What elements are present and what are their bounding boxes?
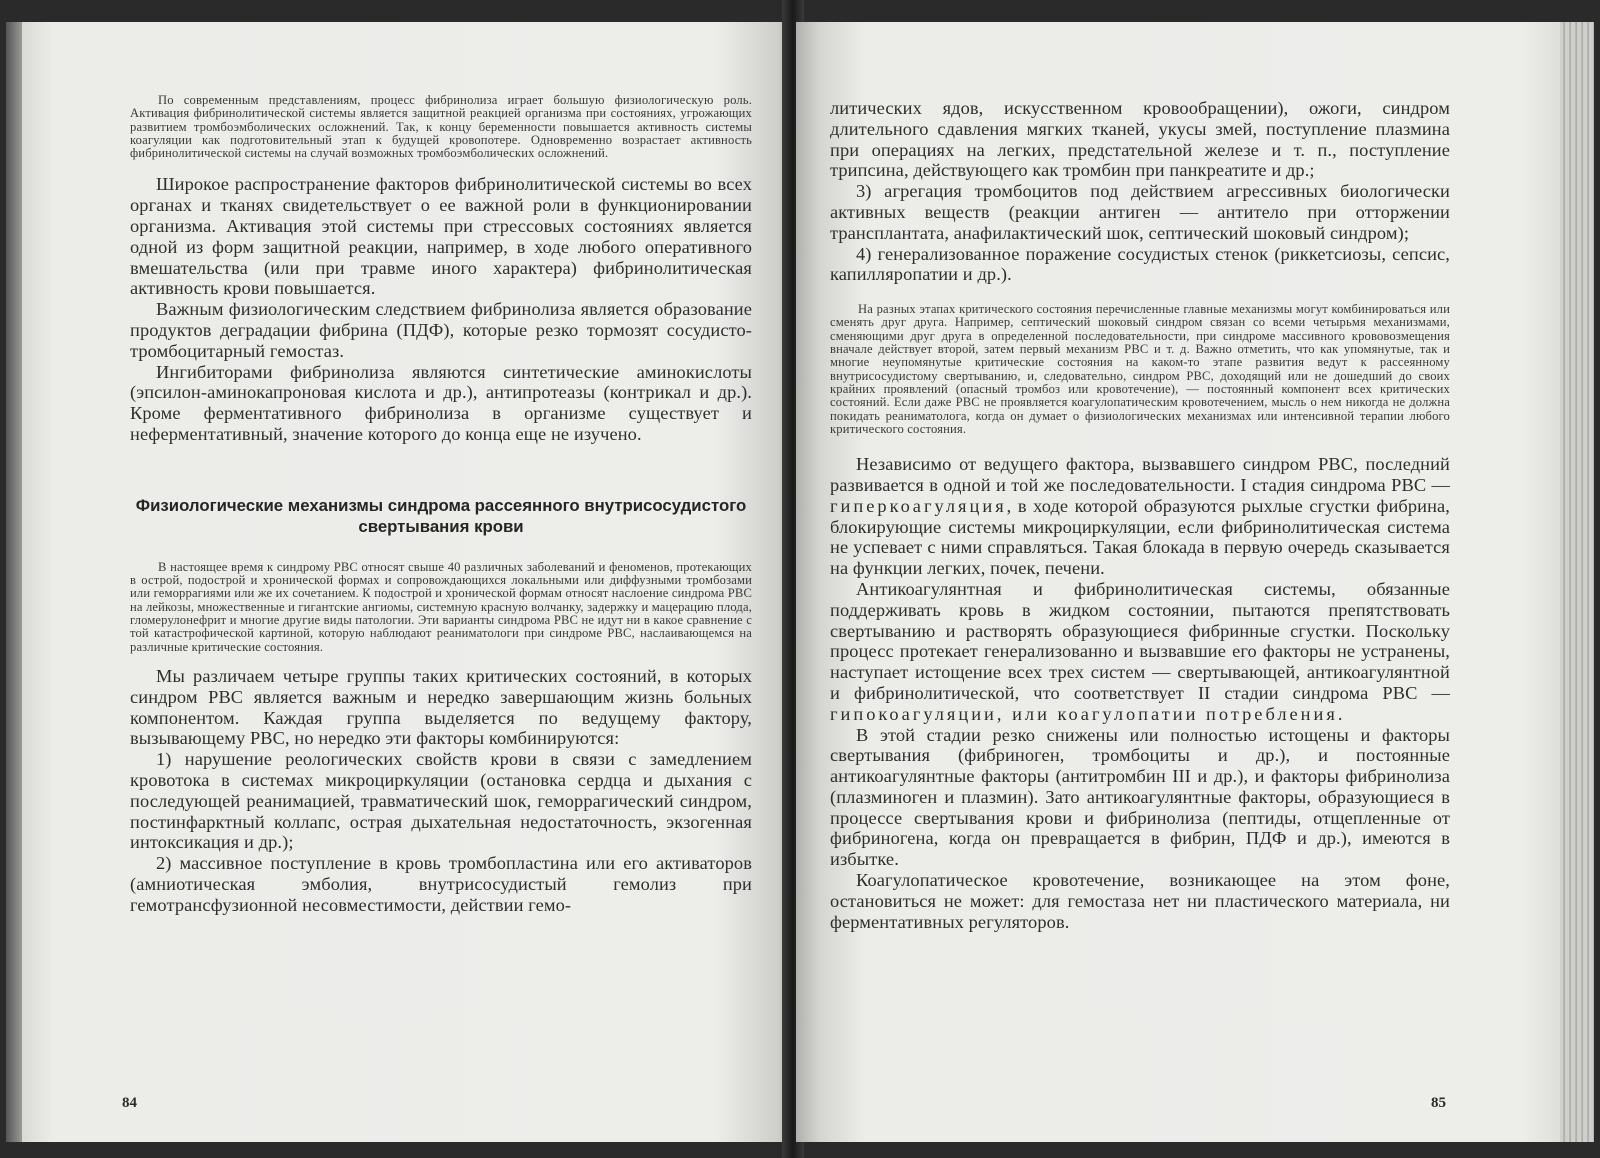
- book-left-edge: [6, 22, 22, 1142]
- right-paragraph-5: [830, 579, 1450, 725]
- section-heading: Физиологические механизмы синдрома рассеянного внутрисосудистого свертывания крови: [135, 495, 747, 536]
- left-small-paragraph-1: По современным представлениям, процесс фибринолиза играет большую физиологическую роль. Активация фибринолитической системы является защитной реакцией организма при состояниях, угрожающих развитием тромбоэмболических осложнений. Так, к концу беременности повышается активность системы коагуляции как подготовительный этап к будущей кровопотере. Одновременно возрастает активность фибринолитической системы на случай возможных тромбоэмболических осложнений.: [130, 93, 752, 161]
- book-right-edge: [1560, 22, 1594, 1142]
- right-paragraph-4: [830, 454, 1450, 579]
- right-page-number: 85: [1431, 1095, 1446, 1111]
- right-page: [796, 22, 1560, 1142]
- left-paragraph-2: Важным физиологическим следствием фибринолиза является образование продуктов деградации фибрина (ПДФ), которые резко тормозят сосудисто-тромбоцитарный гемостаз.: [130, 299, 752, 361]
- left-paragraph-3: Ингибиторами фибринолиза являются синтетические аминокислоты (эпсилон-аминокапроновая кислота и др.), антипротеазы (контрикал и др.). Кроме ферментативного фибринолиза в организме существует и неферментативный, значение которого до конца еще не изучено.: [130, 361, 752, 445]
- left-paragraph-1: Широкое распространение факторов фибринолитической системы во всех органах и тканях свидетельствует о ее важной роли в функционировании организма. Активация этой системы при стрессовых состояниях является одной из форм защитной реакции, например, в ходе любого оперативного вмешательства (или при травме иного характера) фибринолитическая активность крови повышается.: [130, 174, 752, 299]
- right-paragraph-1: литических ядов, искусственном кровообращении), ожоги, синдром длительного сдавления мягких тканей, укусы змей, поступление плазмина при операциях на легких, предстательной железе и т. п., поступление трипсина, действующего как тромбин при панкреатите и др.;: [830, 98, 1450, 181]
- term-hypocoagulation: гипокоагуляции, или коагулопатии потребления: [830, 703, 1338, 724]
- right-paragraph-2: 3) агрегация тромбоцитов под действием агрессивных биологически активных веществ (реакции антиген — антитело при отторжении трансплантата, анафилактический шок, септический шоковый синдром);: [830, 181, 1450, 243]
- right-small-paragraph-1: На разных этапах критического состояния перечисленные главные механизмы могут комбинироваться или сменять друг друга. Например, септический шоковый синдром связан со всеми четырьмя механизмами, сменяющими друг друга в определенной последовательности, при синдроме массивного крововозмещения вначале действует второй, затем первый механизм РВС и т. д. Важно отметить, что как упомянутые, так и многие неупомянутые критические состояния на каком-то этапе развития ведут к рассеянному внутрисосудистому свертыванию, и, следовательно, синдром РВС, доходящий или не дошедший до своих крайних проявлений (опасный тромбоз или кровотечение), — постоянный компонент всех критических состояний. Если даже РВС не проявляется коагулопатическим кровотечением, мысль о нем никогда не должна покидать реаниматолога, когда он думает о физиологических механизмах или интенсивной терапии любого критического состояния.: [830, 302, 1450, 436]
- left-paragraph-6: 2) массивное поступление в кровь тромбопластина или его активаторов (амниотическая эмболия, внутрисосудистый гемолиз при гемотрансфузионной несовместимости, действии гемо-: [130, 853, 752, 915]
- right-paragraph-4-start: Независимо от ведущего фактора, вызвавшего синдром РВС, последний развивается в одной и той же последовательности. I стадия синдрома РВС —: [830, 454, 1450, 495]
- term-hypercoagulation: гиперкоагуляция: [830, 495, 1007, 516]
- right-paragraph-5-start: Антикоагулянтная и фибринолитическая системы, обязанные поддерживать кровь в жидком состоянии, пытаются препятствовать свертыванию и растворять образующиеся фибринные сгустки. Поскольку процесс протекает генерализованно и вызвавшие его факторы не устранены, наступает истощение всех трех систем — свертывающей, антикоагулянтной и фибринолитической, что соответствует II стадии синдрома РВС —: [830, 578, 1450, 703]
- left-paragraph-4: Мы различаем четыре группы таких критических состояний, в которых синдром РВС является важным и нередко завершающим жизнь больных компонентом. Каждая группа выделяется по ведущему фактору, вызывающему РВС, но нередко эти факторы комбинируются:: [130, 665, 752, 749]
- right-paragraph-4-end: , в ходе которой образуются рыхлые сгустки фибрина, блокирующие системы микроциркуляции, если фибринолитическая система не успевает с ними справляться. Такая блокада в первую очередь сказывается на функции легких, почек, печени.: [830, 495, 1450, 579]
- right-paragraph-5-end: .: [1337, 703, 1343, 724]
- right-paragraph-3: 4) генерализованное поражение сосудистых стенок (риккетсиозы, сепсис, капилляропатии и др.).: [830, 243, 1450, 285]
- left-page: [22, 22, 792, 1142]
- right-paragraph-7: Коагулопатическое кровотечение, возникающее на этом фоне, остановиться не может: для гемостаза нет ни пластического материала, ни ферментативных регуляторов.: [830, 870, 1450, 932]
- right-paragraph-6: В этой стадии резко снижены или полностью истощены и факторы свертывания (фибриноген, тромбоциты и др.), и постоянные антикоагулянтные факторы (антитромбин III и др.), и факторы фибринолиза (плазминоген и плазмин). Зато антикоагулянтные факторы, образующиеся в процессе свертывания крови и фибринолиза (пептиды, отщепленные от фибриногена, когда он превращается в фибрин, ПДФ и др.), имеются в избытке.: [830, 724, 1450, 870]
- left-page-number: 84: [122, 1095, 137, 1111]
- left-small-paragraph-2: В настоящее время к синдрому РВС относят свыше 40 различных заболеваний и феноменов, протекающих в острой, подострой и хронической формах и сопровождающихся локальными или диффузными тромбозами или геморрагиями или же их сочетанием. К подострой и хронической формам относят наслоение синдрома РВС на лейкозы, множественные и гигантские ангиомы, системную красную волчанку, задержку и мацерацию плода, гломерулонефрит и многие другие виды патологии. Эти варианты синдрома РВС не идут ни в какое сравнение с той катастрофической картиной, которую наблюдают реаниматологи при синдроме РВС, наслаивающемся на различные критические состояния.: [130, 559, 752, 654]
- left-paragraph-5: 1) нарушение реологических свойств крови в связи с замедлением кровотока в системах микроциркуляции (остановка сердца и дыхания с последующей реанимацией, травматический шок, геморрагический синдром, постинфарктный коллапс, острая дыхательная недостаточность, экзогенная интоксикация и др.);: [130, 749, 752, 853]
